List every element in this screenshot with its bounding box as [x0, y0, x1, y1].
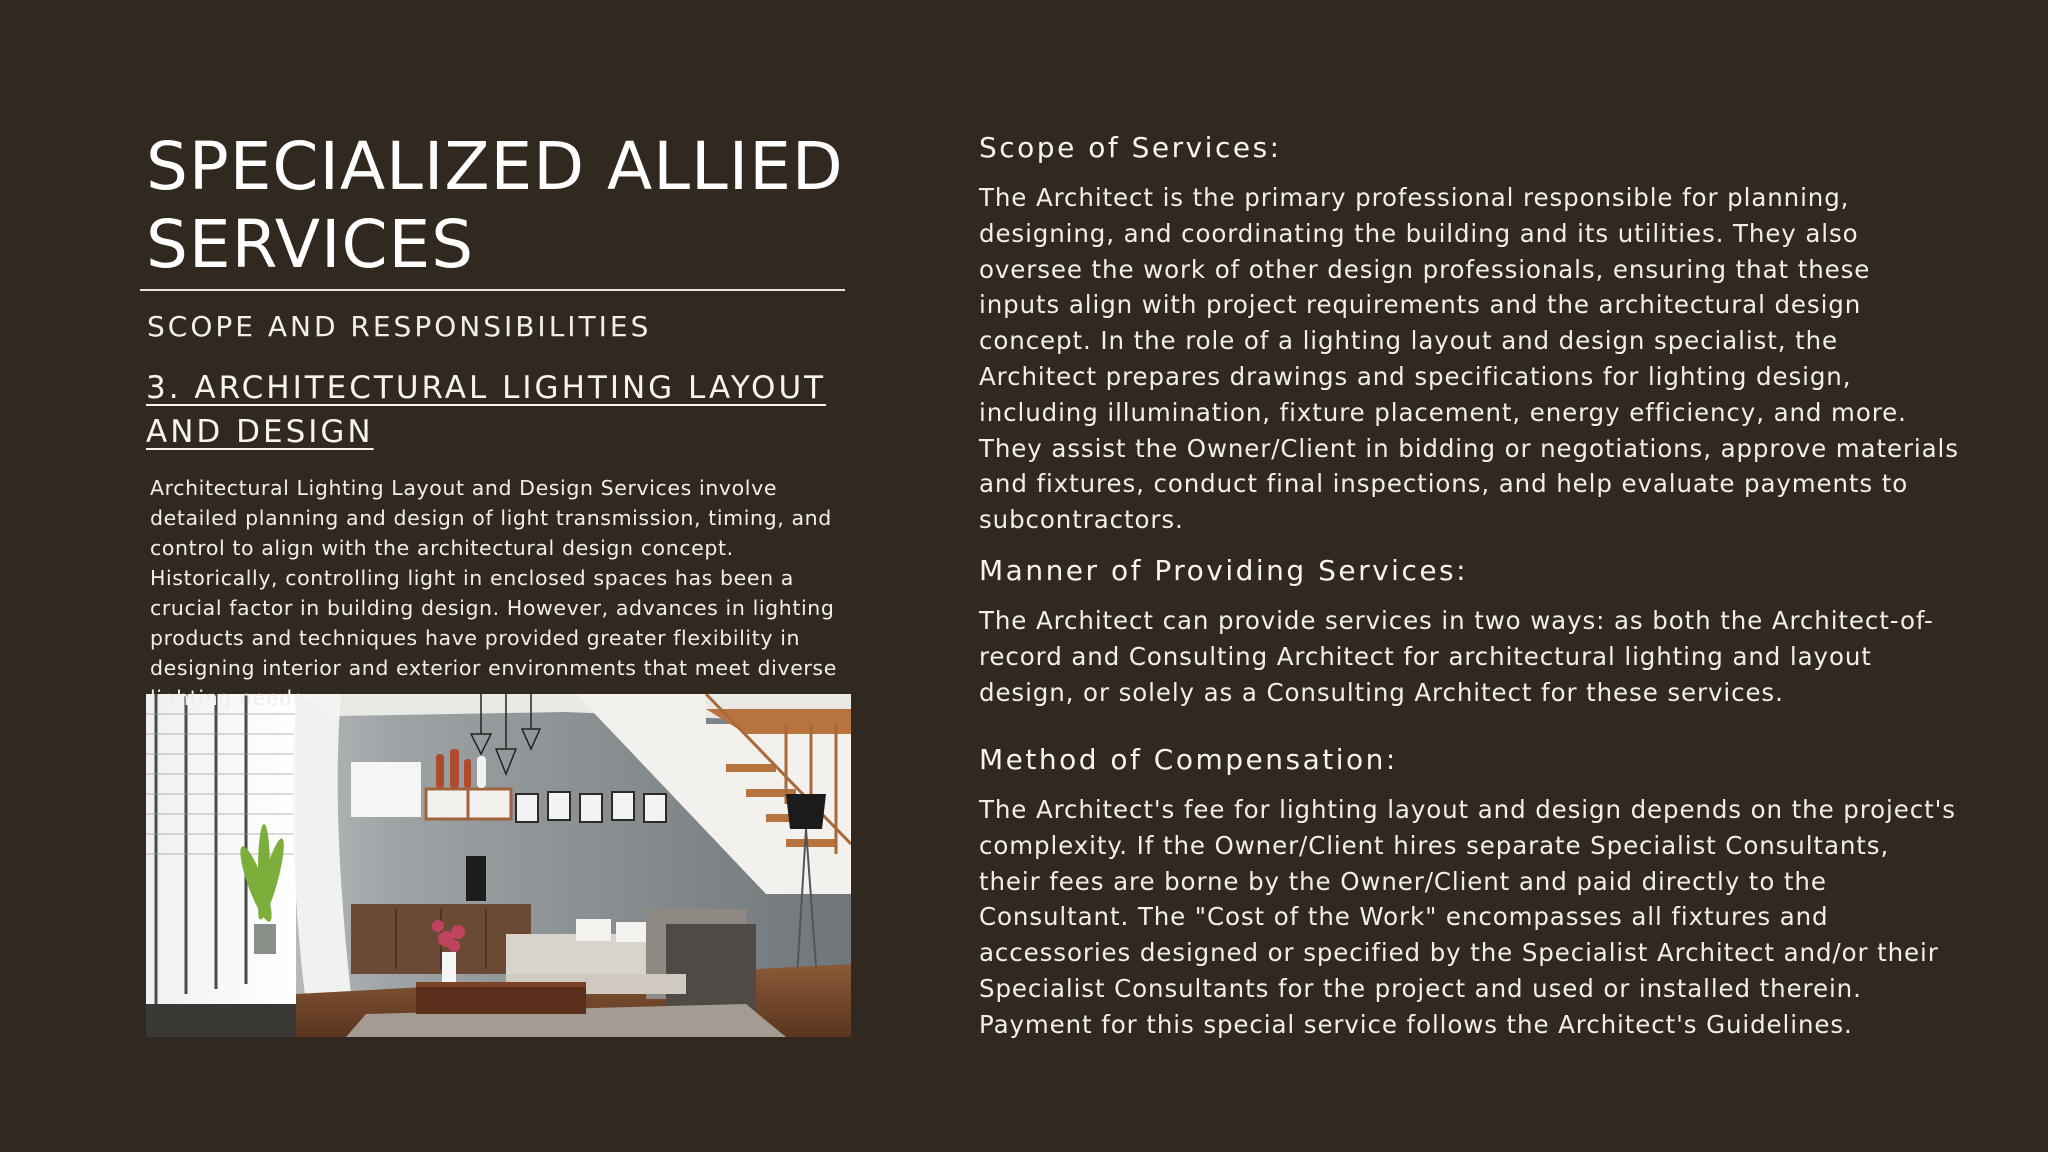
- slide-subtitle: SCOPE AND RESPONSIBILITIES: [147, 310, 652, 343]
- living-room-illustration: [146, 694, 851, 1037]
- manner-body: The Architect can provide services in two ways: as both the Architect-of-record and Consulting Architect for architectural lighting and layout design, or solely as a Consulting Architect for these services.: [979, 606, 1934, 707]
- scope-heading: Scope of Services:: [979, 131, 1282, 164]
- compensation-body: The Architect's fee for lighting layout and design depends on the project's complexity. If the Owner/Client hires separate Specialist Consultants, their fees are borne by the Owner/Client and paid directly to the Consultant. The "Cost of the Work" encompasses all fixtures and accessories designed or specified by the Specialist Architect and/or their Specialist Consultants for the project and used or installed therein. Payment for this special service follows the Architect's Guidelines.: [979, 795, 1956, 1039]
- slide-title: SPECIALIZED ALLIED SERVICES: [146, 128, 844, 283]
- intro-paragraph: Architectural Lighting Layout and Design Services involve detailed planning and design of light transmission, timing, and control to align with the architectural design concept. Historically, controlling light in enclosed spaces has been a crucial factor in building design. However, advances in lighting products and techniques have provided greater flexibility in designing interior and exterior environments that meet diverse lighting needs.: [150, 476, 837, 710]
- scope-body: The Architect is the primary professional responsible for planning, designing, and coordinating the building and its utilities. They also oversee the work of other design professionals, ensuring that these inputs align with project requirements and the architectural design concept. In the role of a lighting layout and design specialist, the Architect prepares drawings and specifications for lighting design, including illumination, fixture placement, energy efficiency, and more. They assist the Owner/Client in bidding or negotiations, approve materials and fixtures, conduct final inspections, and help evaluate payments to subcontractors.: [979, 183, 1959, 535]
- compensation-heading: Method of Compensation:: [979, 743, 1398, 776]
- section-heading: 3. ARCHITECTURAL LIGHTING LAYOUT AND DESIGN: [146, 370, 827, 450]
- manner-heading: Manner of Providing Services:: [979, 554, 1469, 587]
- title-divider: [140, 289, 845, 291]
- living-room-photo: [146, 694, 851, 1037]
